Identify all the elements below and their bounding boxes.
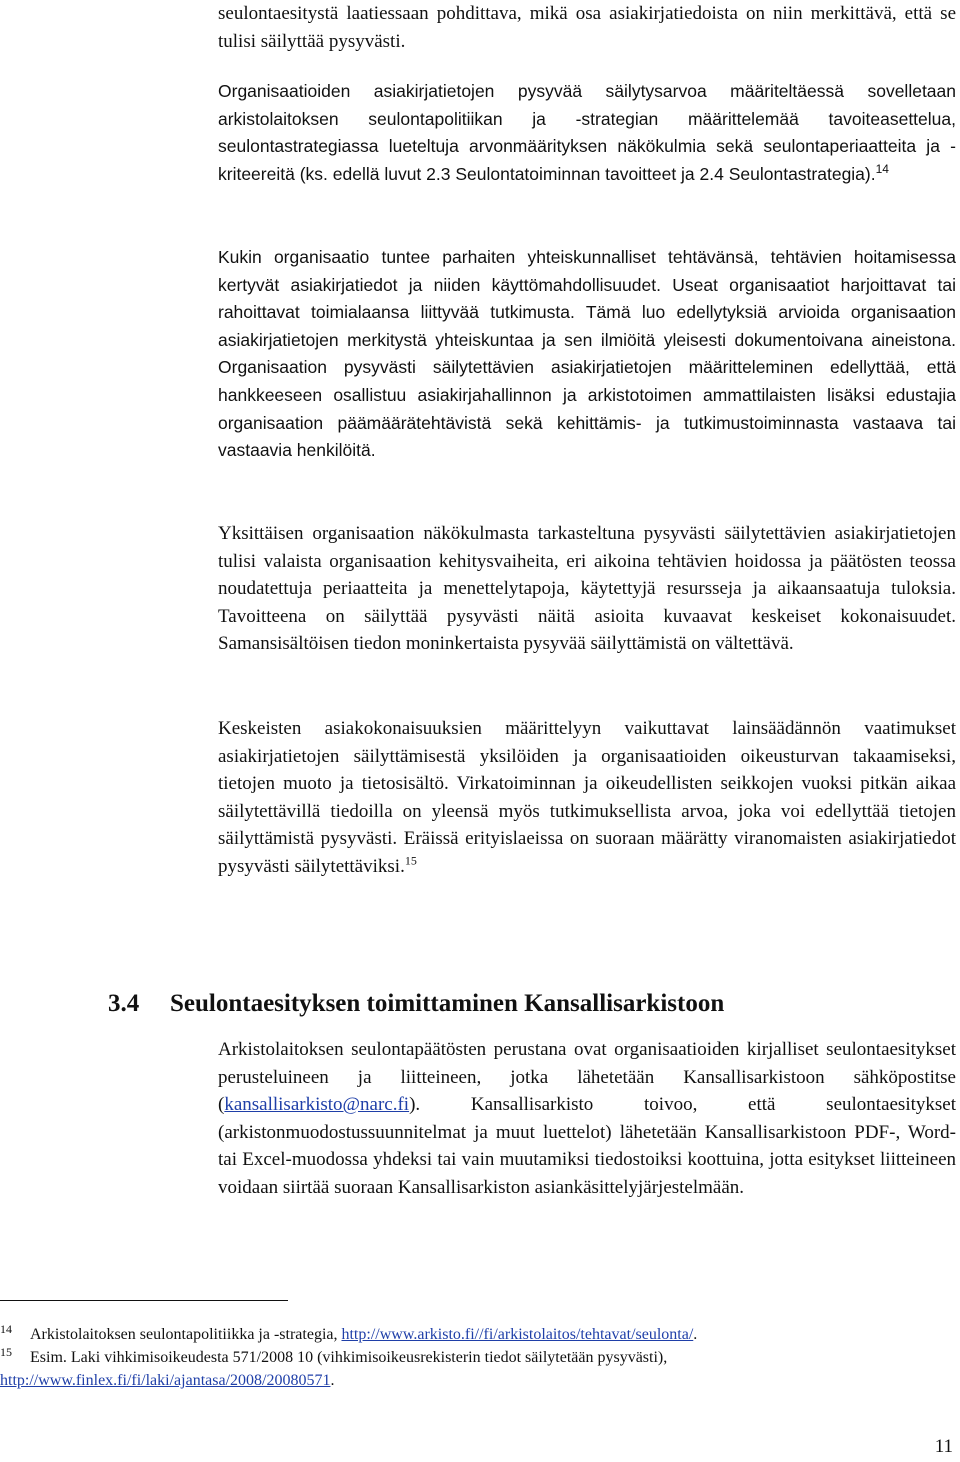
paragraph-retention-value-text: [218, 78, 956, 188]
footnote-divider: [0, 1300, 288, 1301]
paragraph-retention-value-body: Organisaatioiden asiakirjatietojen pysyvää säilytysarvoa määriteltäessä sovelletaan arkistolaitoksen seulontapolitiikan ja -strategian määrittelemää tavoiteasettelua, seulontastrategiassa lueteltuja arvonmäärityksen näkökulmia sekä seulontaperiaatteita ja -kriteereitä (ks. edellä luvut 2.3 Seulontatoiminnan tavoitteet ja 2.4 Seulontastrategia).: [218, 81, 956, 184]
page-number: 11: [934, 1436, 953, 1457]
paragraph-legislation-body: Keskeisten asiakokonaisuuksien määrittelyyn vaikuttavat lainsäädännön vaatimukset asiakirjatietojen säilyttämisestä yksilöiden ja organisaatioiden oikeusturvan takaamiseksi, tietojen muoto ja tietosisältö. Virkatoiminnan ja oikeudellisten seikkojen vuoksi pitkän aikaa säilytettävillä tiedoilla on yleensä myös tutkimuksellista arvoa, joka voi edellyttää tietojen säilyttämistä pysyvästi. Eräissä erityislaeissa on suoraan määrätty viranomaisten asiakirjatiedot pysyvästi säilytettäviksi.: [218, 718, 956, 877]
paragraph-legislation-text: [218, 715, 956, 881]
footnote-link[interactable]: http://www.finlex.fi/fi/laki/ajantasa/2008/20080571: [0, 1372, 331, 1389]
paragraph-single-organisation-text: Yksittäisen organisaation näkökulmasta tarkasteltuna pysyvästi säilytettävien asiakirjatietojen tulisi valaista organisaation kehitysvaiheita, eri aikoina tehtävien hoidossa ja päätösten teossa noudatettuja periaatteita ja menettelytapoja, käytettyjä resursseja ja aikaansaatuja tuloksia. Tavoitteena on säilyttää pysyvästi näitä asioita kuvaavat keskeiset kokonaisuudet. Samansisältöisen tiedon moninkertaista pysyvää säilyttämistä on vältettävä.: [218, 523, 956, 655]
footnote-ref-14: 14: [875, 161, 889, 176]
section-title: Seulontaesityksen toimittaminen Kansallisarkistoon: [170, 989, 725, 1017]
paragraph-submission-after: ). Kansallisarkisto toivoo, että seulontaesitykset (arkistonmuodostussuunnitelmat ja muut luettelot) lähetetään Kansallisarkistoon PDF-, Word- tai Excel-muodossa yhdeksi tai vain muutamiksi tiedostoiksi koottuina, jotta esitykset liitteineen voidaan siirtää suoraan Kansallisarkiston asiankäsittelyjärjestelmään.: [218, 1094, 956, 1198]
email-link[interactable]: kansallisarkisto@narc.fi: [224, 1094, 410, 1116]
footnote-ref-15: 15: [404, 853, 417, 868]
paragraph-organisation-knowledge-text: Kukin organisaatio tuntee parhaiten yhteiskunnalliset tehtävänsä, tehtävien hoitamisessa kertyvät asiakirjatiedot ja niiden käyttömahdollisuudet. Useat organisaatiot harjoittavat tai rahoittavat toimialaansa liittyvää tutkimusta. Tämä luo edellytyksiä arvioida organisaation asiakirjatietojen merkitystä yhteiskuntaa ja sen ilmiöitä yleisesti dokumentoivana aineistona. Organisaation pysyvästi säilytettävien asiakirjatietojen määritteleminen edellyttää, että hankkeeseen osallistuu asiakirjahallinnon ja arkistotoimen ammattilaisten lisäksi edustajia organisaation päämäärätehtävistä sekä kehittämis- ja tutkimustoiminnasta vastaava tai vastaavia henkilöitä.: [218, 247, 956, 461]
footnote-text: Arkistolaitoksen seulontapolitiikka ja -strategia,: [30, 1326, 342, 1343]
footnote-end: .: [693, 1326, 698, 1343]
paragraph-submission-text: [218, 1036, 956, 1202]
footnote-end: .: [330, 1372, 335, 1389]
footnote-text: Esim. Laki vihkimisoikeudesta 571/2008 10 (vihkimisoikeusrekisterin tiedot säilytetään pysyvästi),: [30, 1349, 668, 1366]
paragraph-legislation: [218, 715, 956, 881]
footnote-15-continued: [0, 1369, 940, 1392]
paragraph-submission-before: Arkistolaitoksen seulontapäätösten perustana ovat organisaatioiden kirjalliset seulontaesitykset perusteluineen ja liitteineen, jotka lähetetään Kansallisarkistoon sähköpostitse (: [218, 1039, 956, 1116]
paragraph-organisation-knowledge: [218, 244, 956, 465]
section-number: 3.4: [108, 989, 140, 1017]
paragraph-submission: [218, 1036, 956, 1202]
paragraph-intro: [218, 0, 956, 55]
paragraph-single-organisation: [218, 520, 956, 658]
paragraph-retention-value: [218, 78, 956, 188]
footnote-link[interactable]: http://www.arkisto.fi//fi/arkistolaitos/tehtavat/seulonta/: [341, 1326, 694, 1343]
paragraph-intro-text: seulontaesitystä laatiessaan pohdittava, mikä osa asiakirjatiedoista on niin merkittävä, että se tulisi säilyttää pysyvästi.: [218, 3, 956, 52]
footnote-15: 15 Esim. Laki vihkimisoikeudesta 571/2008 10 (vihkimisoikeusrekisterin tiedot säilytetään pysyvästi),: [0, 1344, 668, 1366]
section-heading: [108, 990, 724, 1018]
footnotes: [0, 1323, 940, 1392]
footnote-14: 14 Arkistolaitoksen seulontapolitiikka ja -strategia, http://www.arkisto.fi//fi/arkistolaitos/tehtavat/seulonta/.: [0, 1321, 698, 1343]
